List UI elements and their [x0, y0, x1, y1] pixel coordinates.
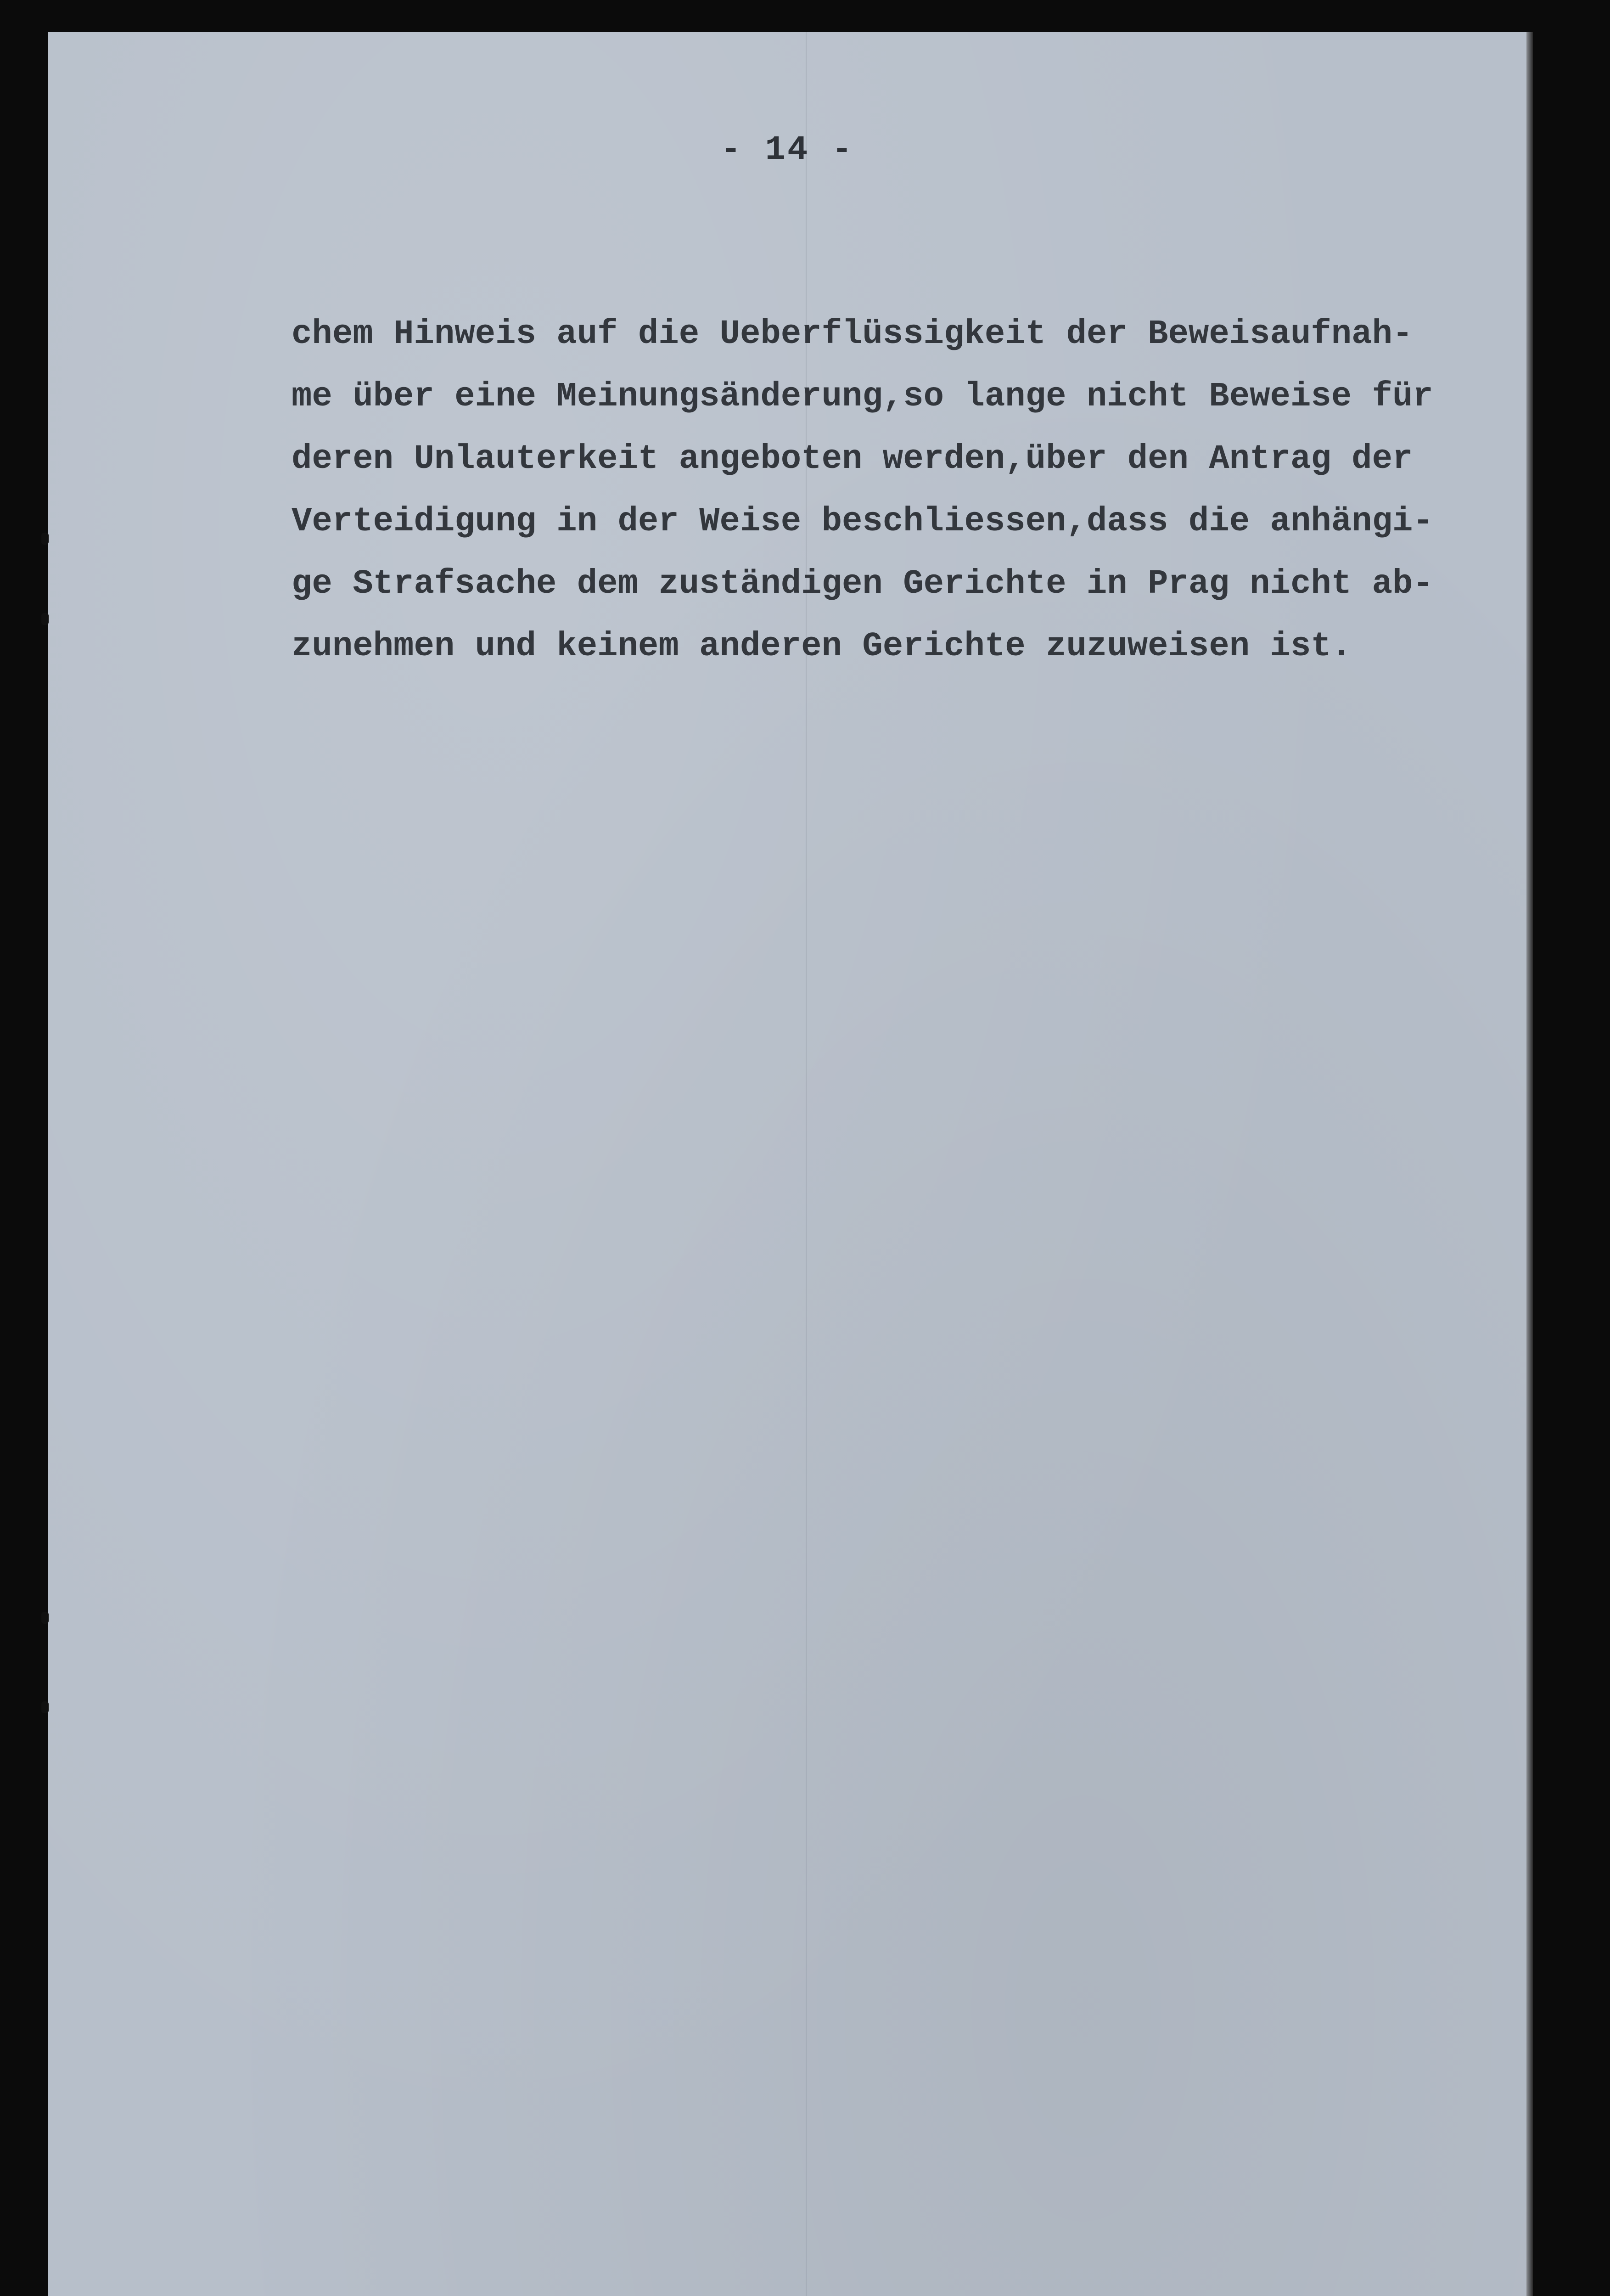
punch-hole — [41, 1701, 49, 1713]
page-number: - 14 - — [720, 131, 854, 169]
punch-hole — [41, 533, 49, 545]
text-line: me über eine Meinungsänderung,so lange nicht Beweise für — [292, 377, 1433, 416]
punch-hole — [41, 613, 49, 625]
text-line: chem Hinweis auf die Ueberflüssigkeit der Beweisaufnah- — [292, 315, 1413, 354]
text-line: Verteidigung in der Weise beschliessen,dass die anhängi- — [292, 502, 1433, 541]
document-page — [48, 32, 1526, 2296]
body-paragraph — [292, 303, 1485, 678]
text-line: zunehmen und keinem anderen Gerichte zuzuweisen ist. — [292, 627, 1352, 666]
text-line: ge Strafsache dem zuständigen Gerichte in Prag nicht ab- — [292, 565, 1433, 603]
text-line: deren Unlauterkeit angeboten werden,über den Antrag der — [292, 440, 1413, 478]
punch-hole — [41, 1612, 49, 1624]
page-edge-shadow — [1526, 32, 1533, 2296]
